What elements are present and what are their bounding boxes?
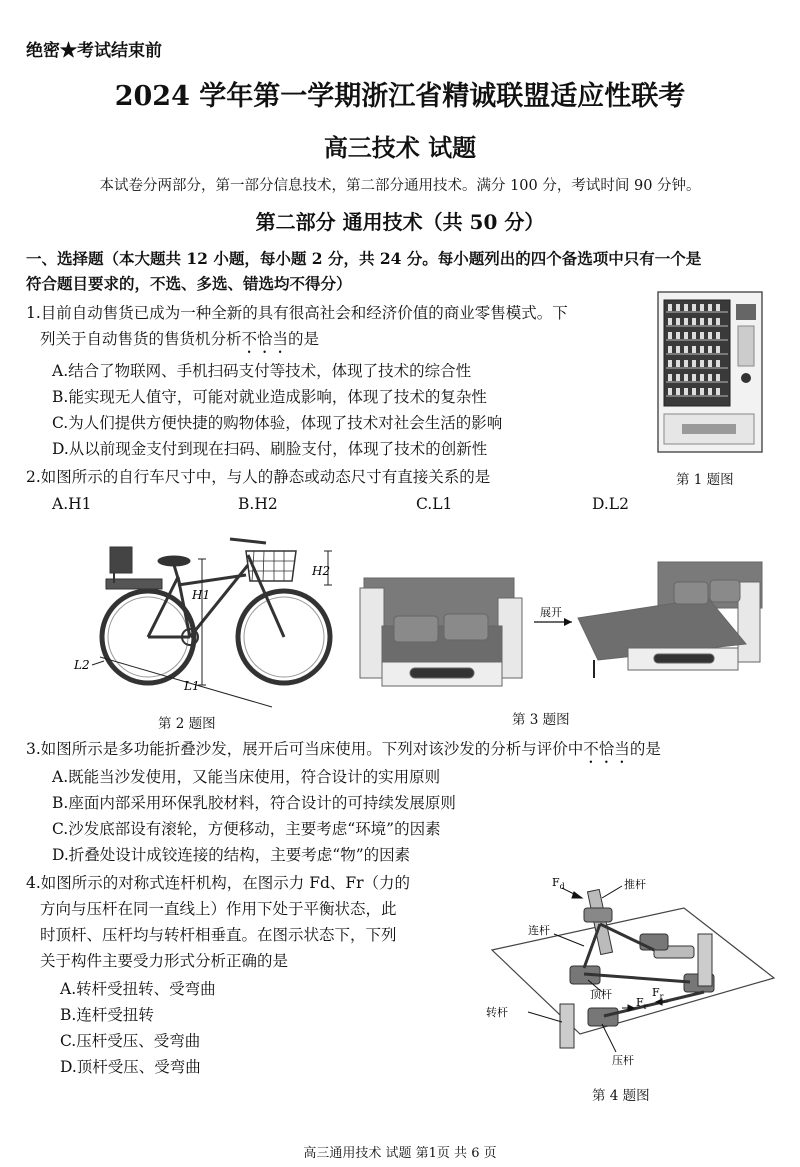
figure-3-caption: 第 3 题图 [512,712,570,728]
label-l2: L2 [74,658,90,672]
question-3-stem-pre: 3.如图所示是多功能折叠沙发，展开后可当床使用。下列对该沙发的分析与评价中 [26,740,584,758]
label-fr-sub: r [643,1002,648,1011]
question-3-stem-post: 的是 [629,740,661,758]
q3-option-b: B.座面内部采用环保乳胶材料，符合设计的可持续发展原则 [52,794,456,812]
vending-machine-figure [654,290,766,460]
figure-4-caption: 第 4 题图 [592,1088,650,1104]
question-1-line2 [26,326,646,357]
label-connecting-rod: 连杆 [528,924,550,937]
label-h1: H1 [192,588,211,602]
figure-2-caption: 第 2 题图 [158,716,216,732]
q1-option-a: A.结合了物联网、手机扫码支付等技术，体现了技术的综合性 [52,362,472,380]
page-footer: 高三通用技术 试题 第1页 共 6 页 [303,1146,497,1161]
question-1 [26,300,646,357]
label-fd-sub: d [559,882,565,891]
question-3-options [52,764,552,868]
subject-title: 高三技术 试题 [323,133,477,162]
sofa-figure [358,548,770,706]
question-4-stem [26,870,466,974]
exam-title: 2024 学年第一学期浙江省精诚联盟适应性联考 [114,81,686,112]
label-l1: L1 [184,679,200,693]
question-3-stem [26,736,786,767]
question-2-stem: 2.如图所示的自行车尺寸中，与人的静态或动态尺寸有直接关系的是 [26,468,491,486]
question-4-options [60,976,360,1080]
q1-option-c: C.为人们提供方便快捷的购物体验，体现了技术对社会生活的影响 [52,414,503,432]
label-h2: H2 [312,564,331,578]
q4-option-a: A.转杆受扭转、受弯曲 [60,980,216,998]
exam-intro: 本试卷分两部分，第一部分信息技术，第二部分通用技术。满分 100 分，考试时间 90 分钟。 [99,178,701,194]
question-4-line1: 4.如图所示的对称式连杆机构，在图示力 Fd、Fr（力的 [26,874,411,892]
q2-option-b: B.H2 [238,495,278,513]
section-heading-line1: 一、选择题（本大题共 12 小题，每小题 2 分，共 24 分。每小题列出的四个备选项中只有一个是 [26,249,702,268]
q2-option-d: D.L2 [592,495,629,513]
question-1-line2-pre: 列关于自动售货的售货机分析 [40,330,242,348]
question-1-emphasis: 不恰当 [241,330,289,348]
label-fr-2 [652,986,664,1001]
q4-option-d: D.顶杆受压、受弯曲 [60,1058,201,1076]
q3-option-c: C.沙发底部设有滚轮，方便移动，主要考虑“环境”的因素 [52,820,441,838]
q1-option-b: B.能实现无人值守，可能对就业造成影响，体现了技术的复杂性 [52,388,487,406]
question-1-line1: 1.目前自动售货已成为一种全新的具有很高社会和经济价值的商业零售模式。下 [26,304,568,322]
q3-option-d: D.折叠处设计成铰连接的结构，主要考虑“物”的因素 [52,846,411,864]
label-rotating-rod: 转杆 [486,1006,508,1019]
confidential-label: 绝密★考试结束前 [26,41,162,61]
label-top-rod: 顶杆 [590,988,612,1001]
figure-1-caption: 第 1 题图 [676,472,734,488]
q1-option-d: D.从以前现金支付到现在扫码、刷脸支付，体现了技术的创新性 [52,440,488,458]
q4-option-c: C.压杆受压、受弯曲 [60,1032,201,1050]
q2-option-c: C.L1 [416,495,453,513]
label-push-rod: 推杆 [624,878,646,891]
question-4-line2: 方向与压杆在同一直线上）作用下处于平衡状态，此 [40,900,397,918]
q4-option-b: B.连杆受扭转 [60,1006,154,1024]
label-fd-letter: F [552,876,560,889]
label-fr-letter: F [636,996,644,1009]
question-1-line2-post: 的是 [288,330,320,348]
linkage-mechanism-figure [484,874,780,1074]
fig3-arrow-label: 展开 [540,606,562,619]
section-heading [26,246,774,296]
label-fd [552,876,565,891]
label-fr [636,996,648,1011]
q3-option-a: A.既能当沙发使用，又能当床使用，符合设计的实用原则 [52,768,441,786]
question-3-emphasis: 不恰当 [583,740,630,758]
label-fr2-letter: F [652,986,660,999]
label-fr2-sub: r [659,992,664,1001]
bicycle-figure [70,525,350,715]
question-1-options [52,358,652,462]
question-4-line4: 关于构件主要受力形式分析正确的是 [40,952,289,970]
section-heading-line2: 符合题目要求的，不选、多选、错选均不得分） [26,274,352,293]
question-4-line3: 时顶杆、压杆均与转杆相垂直。在图示状态下，下列 [40,926,397,944]
part-title: 第二部分 通用技术（共 50 分） [255,210,545,234]
q2-option-a: A.H1 [52,495,92,513]
label-press-rod: 压杆 [612,1054,634,1067]
